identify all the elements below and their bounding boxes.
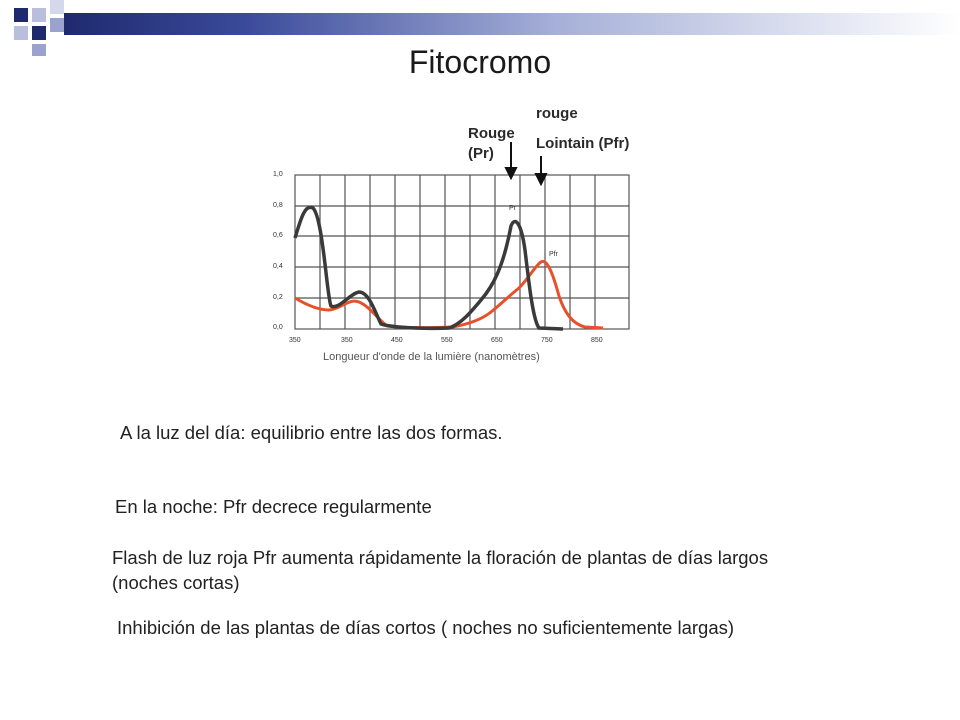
- x-axis-ticks: [289, 337, 603, 344]
- pr-curve-label: Pr: [509, 205, 516, 212]
- arrow-label-pr: (Pr): [468, 145, 494, 162]
- y-tick-label: 1,0: [273, 171, 283, 178]
- y-tick-label: 0,2: [273, 294, 283, 301]
- y-tick-label: 0,6: [273, 232, 283, 239]
- x-tick-label: 850: [591, 337, 603, 344]
- x-tick-label: 450: [391, 337, 403, 344]
- pfr-curve: [295, 261, 603, 328]
- x-tick-label: 650: [491, 337, 503, 344]
- arrow-label-rouge-lointain-1: rouge: [536, 105, 578, 122]
- arrow-label-rouge: Rouge: [468, 125, 515, 142]
- y-axis-ticks: [273, 171, 283, 331]
- plot-grid: [295, 175, 629, 329]
- decor-square: [32, 26, 46, 40]
- decor-square: [14, 8, 28, 22]
- y-tick-label: 0,8: [273, 202, 283, 209]
- text-night-pfr-decreases: En la noche: Pfr decrece regularmente: [115, 496, 432, 517]
- x-tick-label: 350: [289, 337, 301, 344]
- slide-title: Fitocromo: [408, 44, 552, 80]
- x-axis-label: Longueur d'onde de la lumière (nanomètres): [323, 351, 540, 363]
- text-red-flash-flowering: Flash de luz roja Pfr aumenta rápidamente la floración de plantas de días largos (noches cortas): [112, 547, 769, 593]
- text-short-day-inhibition: Inhibición de las plantas de días cortos ( noches no suficientemente largas): [117, 617, 735, 638]
- y-tick-label: 0,0: [273, 324, 283, 331]
- y-tick-label: 0,4: [273, 263, 283, 270]
- red-light-arrow: [506, 142, 516, 178]
- arrow-label-rouge-lointain-2: Lointain (Pfr): [536, 135, 630, 152]
- pr-curve: [295, 207, 563, 329]
- text-daylight-equilibrium: A la luz del día: equilibrio entre las dos formas.: [120, 422, 503, 443]
- decor-square: [50, 0, 64, 14]
- pfr-curve-label: Pfr: [549, 251, 558, 258]
- decor-square: [50, 18, 64, 32]
- x-tick-label: 350: [341, 337, 353, 344]
- decor-square: [14, 26, 28, 40]
- decor-square: [32, 8, 46, 22]
- x-tick-label: 550: [441, 337, 453, 344]
- header-decoration: [0, 0, 960, 46]
- x-tick-label: 750: [541, 337, 553, 344]
- absorption-spectrum-figure: [263, 98, 683, 380]
- header-gradient-bar: [64, 13, 960, 35]
